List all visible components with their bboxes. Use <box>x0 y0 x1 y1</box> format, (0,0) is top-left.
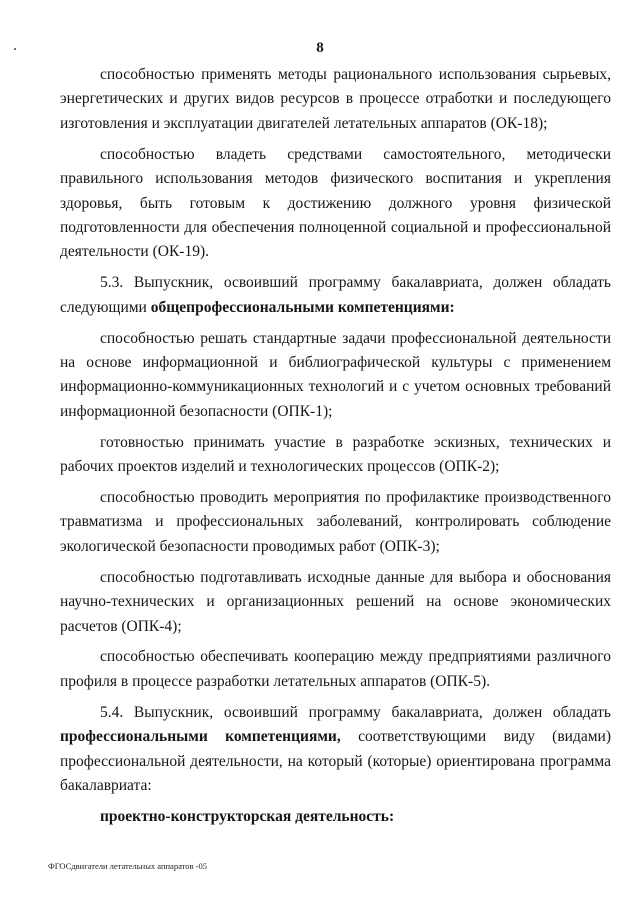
paragraph-5-3 <box>60 271 611 320</box>
paragraph-ok18: способностью применять методы рационального использования сырьевых, энергетических и других видов ресурсов в процессе отработки и последующего изготовления и эксплуатации двигателей летательных аппаратов (ОК-18); <box>60 66 611 132</box>
footer-note: ФГОСдвигатели летательных аппаратов -05 <box>48 861 207 871</box>
paragraph-opk3: способностью проводить мероприятия по профилактике производственного травматизма и профессиональных заболеваний, контролировать соблюдение экологической безопасности проводимых работ (ОПК-3); <box>60 489 611 555</box>
paragraph-5-3-text: 5.3. Выпускник, освоивший программу бакалавриата, должен обладать следующими <box>60 274 611 316</box>
paragraph-opk5: способностью обеспечивать кооперацию между предприятиями различного профиля в процессе разработки летательных аппаратов (ОПК-5). <box>60 648 611 690</box>
paragraph-5-4-text-b: соответствующими виду (видами) профессиональной деятельности, на который (которые) ориентирована программа бакалавриата: <box>60 728 611 794</box>
paragraph-opk1: способностью решать стандартные задачи профессиональной деятельности на основе информационной и библиографической культуры с применением информационно-коммуникационных технологий и с учетом основных требований информационной безопасности (ОПК-1); <box>60 329 611 420</box>
paragraph-opk2: готовностью принимать участие в разработке эскизных, технических и рабочих проектов изделий и технологических процессов (ОПК-2); <box>60 433 611 476</box>
document-body <box>60 63 611 829</box>
paragraph-5-3-bold: общепрофессиональными компетенциями: <box>150 298 455 316</box>
paragraph-5-4-bold: профессиональными компетенциями, <box>60 728 341 746</box>
paragraph-5-4-text-a: 5.4. Выпускник, освоивший программу бакалавриата, должен обладать <box>100 703 611 721</box>
section-heading-design <box>60 805 611 829</box>
paragraph-opk4: способностью подготавливать исходные данные для выбора и обоснования научно-технических и организационных решений на основе экономических расчетов (ОПК-4); <box>60 568 611 635</box>
page-number: 8 <box>316 40 324 56</box>
section-heading-design-text: проектно-конструкторская деятельность: <box>100 807 395 825</box>
paragraph-5-4 <box>60 701 611 799</box>
paragraph-ok19: способностью владеть средствами самостоятельного, методически правильного использования методов физического воспитания и укрепления здоровья, быть готовым к достижению должного уровня физической подготовленности для обеспечения полноценной социальной и профессиональной деятельности (ОК-19). <box>60 145 611 261</box>
